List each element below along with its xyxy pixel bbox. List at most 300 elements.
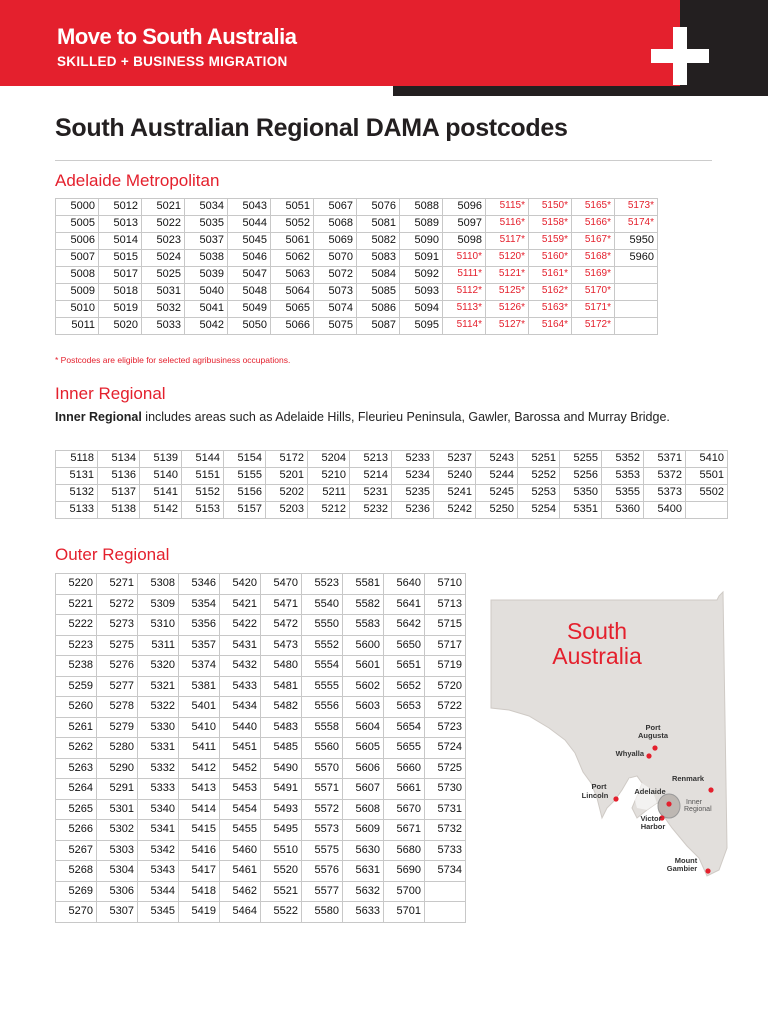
outer-postcode-cell: 5273 [97, 615, 138, 636]
inner-postcode-cell: 5232 [350, 502, 392, 519]
adelaide-postcode-cell: 5087 [357, 318, 400, 335]
adelaide-postcode-cell: 5081 [357, 216, 400, 233]
outer-postcode-cell: 5356 [179, 615, 220, 636]
adelaide-postcode-cell: 5086 [357, 301, 400, 318]
outer-postcode-cell: 5271 [97, 574, 138, 595]
adelaide-postcode-cell: 5024 [142, 250, 185, 267]
inner-postcode-cell: 5400 [644, 502, 686, 519]
mount-gambier-dot [705, 868, 710, 873]
inner-postcode-cell: 5213 [350, 451, 392, 468]
inner-postcode-cell: 5151 [182, 468, 224, 485]
outer-postcode-cell: 5422 [220, 615, 261, 636]
port-lincoln-dot [613, 796, 618, 801]
outer-postcode-cell: 5650 [384, 635, 425, 656]
adelaide-postcode-cell: 5168* [572, 250, 615, 267]
outer-postcode-cell: 5710 [425, 574, 466, 595]
adelaide-postcode-cell: 5117* [486, 233, 529, 250]
inner-postcode-cell: 5157 [224, 502, 266, 519]
adelaide-postcode-cell: 5010 [56, 301, 99, 318]
adelaide-postcode-cell: 5023 [142, 233, 185, 250]
outer-postcode-cell: 5608 [343, 799, 384, 820]
adelaide-postcode-cell: 5068 [314, 216, 357, 233]
adelaide-postcode-cell: 5171* [572, 301, 615, 318]
inner-postcode-cell: 5256 [560, 468, 602, 485]
outer-postcode-cell: 5454 [220, 799, 261, 820]
outer-postcode-cell: 5264 [56, 779, 97, 800]
outer-postcode-cell: 5521 [261, 881, 302, 902]
inner-postcode-cell: 5153 [182, 502, 224, 519]
inner-postcode-cell: 5212 [308, 502, 350, 519]
outer-postcode-cell: 5420 [220, 574, 261, 595]
adelaide-postcode-cell: 5094 [400, 301, 443, 318]
adelaide-postcode-cell: 5045 [228, 233, 271, 250]
outer-postcode-cell: 5571 [302, 779, 343, 800]
adelaide-postcode-cell: 5115* [486, 199, 529, 216]
inner-postcode-cell: 5352 [602, 451, 644, 468]
outer-postcode-cell: 5419 [179, 902, 220, 923]
adelaide-postcode-cell: 5046 [228, 250, 271, 267]
inner-postcode-cell: 5131 [56, 468, 98, 485]
outer-postcode-row [56, 881, 466, 902]
inner-postcode-cell: 5214 [350, 468, 392, 485]
adelaide-postcode-cell: 5012 [99, 199, 142, 216]
outer-postcode-cell: 5671 [384, 820, 425, 841]
outer-postcode-cell: 5462 [220, 881, 261, 902]
outer-postcode-cell: 5259 [56, 676, 97, 697]
mount-gambier-label-1: Mount [674, 856, 698, 865]
adelaide-postcode-row [56, 233, 658, 250]
inner-postcode-cell: 5233 [392, 451, 434, 468]
adelaide-postcode-cell: 5088 [400, 199, 443, 216]
outer-postcode-cell: 5333 [138, 779, 179, 800]
adelaide-postcode-cell: 5116* [486, 216, 529, 233]
adelaide-postcode-cell: 5040 [185, 284, 228, 301]
outer-postcode-cell: 5223 [56, 635, 97, 656]
adelaide-postcode-cell: 5089 [400, 216, 443, 233]
whyalla-dot [646, 753, 651, 758]
outer-postcode-cell: 5322 [138, 697, 179, 718]
outer-postcode-cell: 5418 [179, 881, 220, 902]
outer-postcode-cell: 5583 [343, 615, 384, 636]
outer-postcode-cell: 5275 [97, 635, 138, 656]
adelaide-postcode-cell: 5008 [56, 267, 99, 284]
outer-postcode-cell: 5220 [56, 574, 97, 595]
inner-postcode-cell: 5253 [518, 485, 560, 502]
adelaide-postcode-row [56, 267, 658, 284]
outer-postcode-cell: 5605 [343, 738, 384, 759]
outer-postcode-cell: 5434 [220, 697, 261, 718]
adelaide-postcode-cell: 5085 [357, 284, 400, 301]
outer-postcode-cell: 5582 [343, 594, 384, 615]
adelaide-postcode-cell: 5098 [443, 233, 486, 250]
adelaide-postcode-cell: 5017 [99, 267, 142, 284]
adelaide-postcode-cell: 5164* [529, 318, 572, 335]
outer-postcode-row [56, 717, 466, 738]
outer-postcode-cell: 5580 [302, 902, 343, 923]
outer-postcode-cell: 5670 [384, 799, 425, 820]
outer-postcode-cell: 5461 [220, 861, 261, 882]
adelaide-postcode-cell: 5167* [572, 233, 615, 250]
adelaide-postcode-cell: 5022 [142, 216, 185, 233]
outer-postcode-cell: 5723 [425, 717, 466, 738]
inner-postcode-cell: 5355 [602, 485, 644, 502]
outer-postcode-cell: 5464 [220, 902, 261, 923]
outer-postcode-row [56, 840, 466, 861]
outer-postcode-cell: 5311 [138, 635, 179, 656]
inner-postcode-cell: 5244 [476, 468, 518, 485]
outer-postcode-cell: 5263 [56, 758, 97, 779]
outer-postcode-cell: 5555 [302, 676, 343, 697]
adelaide-postcode-row [56, 301, 658, 318]
adelaide-postcode-cell: 5113* [443, 301, 486, 318]
inner-postcode-cell: 5250 [476, 502, 518, 519]
inner-postcode-cell: 5144 [182, 451, 224, 468]
outer-postcode-cell: 5680 [384, 840, 425, 861]
adelaide-postcode-cell: 5063 [271, 267, 314, 284]
adelaide-postcode-cell: 5159* [529, 233, 572, 250]
adelaide-postcode-cell: 5150* [529, 199, 572, 216]
outer-postcode-cell: 5523 [302, 574, 343, 595]
adelaide-postcode-cell: 5169* [572, 267, 615, 284]
outer-postcode-cell: 5631 [343, 861, 384, 882]
adelaide-postcode-cell: 5174* [615, 216, 658, 233]
outer-postcode-cell: 5572 [302, 799, 343, 820]
adelaide-postcode-row [56, 199, 658, 216]
mount-gambier-label-2: Gambier [666, 864, 698, 873]
outer-postcode-cell: 5733 [425, 840, 466, 861]
outer-postcode-cell: 5480 [261, 656, 302, 677]
outer-postcode-cell: 5269 [56, 881, 97, 902]
adelaide-postcode-cell: 5173* [615, 199, 658, 216]
outer-postcode-row [56, 615, 466, 636]
inner-postcode-cell: 5231 [350, 485, 392, 502]
inner-postcode-cell: 5210 [308, 468, 350, 485]
outer-postcode-cell: 5267 [56, 840, 97, 861]
outer-postcode-cell: 5451 [220, 738, 261, 759]
outer-postcode-cell: 5603 [343, 697, 384, 718]
victor-harbor-label-2: Harbor [640, 822, 666, 831]
adelaide-postcode-cell: 5014 [99, 233, 142, 250]
outer-postcode-cell: 5340 [138, 799, 179, 820]
outer-postcode-row [56, 902, 466, 923]
outer-postcode-cell: 5652 [384, 676, 425, 697]
outer-postcode-cell: 5632 [343, 881, 384, 902]
outer-postcode-cell: 5421 [220, 594, 261, 615]
adelaide-postcode-cell: 5069 [314, 233, 357, 250]
outer-postcode-row [56, 574, 466, 595]
inner-postcode-cell: 5136 [98, 468, 140, 485]
outer-postcode-cell: 5730 [425, 779, 466, 800]
banner-black-strip [393, 86, 768, 96]
outer-postcode-cell [425, 902, 466, 923]
outer-postcode-cell: 5495 [261, 820, 302, 841]
inner-postcode-cell: 5251 [518, 451, 560, 468]
outer-postcode-cell: 5310 [138, 615, 179, 636]
adelaide-postcode-cell: 5047 [228, 267, 271, 284]
adelaide-postcode-cell: 5013 [99, 216, 142, 233]
outer-postcode-cell: 5460 [220, 840, 261, 861]
victor-harbor-label-1: Victor [640, 814, 662, 823]
outer-postcode-cell: 5556 [302, 697, 343, 718]
outer-postcode-cell: 5640 [384, 574, 425, 595]
adelaide-postcode-cell: 5006 [56, 233, 99, 250]
outer-postcode-cell: 5261 [56, 717, 97, 738]
adelaide-postcode-cell: 5041 [185, 301, 228, 318]
outer-postcode-cell: 5262 [56, 738, 97, 759]
adelaide-postcode-cell: 5031 [142, 284, 185, 301]
adelaide-postcode-cell: 5009 [56, 284, 99, 301]
adelaide-postcode-cell: 5070 [314, 250, 357, 267]
adelaide-postcode-cell: 5083 [357, 250, 400, 267]
outer-postcode-cell: 5520 [261, 861, 302, 882]
adelaide-postcode-cell: 5066 [271, 318, 314, 335]
outer-postcode-cell: 5291 [97, 779, 138, 800]
outer-postcode-cell: 5266 [56, 820, 97, 841]
adelaide-postcode-cell: 5038 [185, 250, 228, 267]
inner-postcode-row [56, 451, 728, 468]
inner-postcode-cell: 5237 [434, 451, 476, 468]
outer-postcode-cell: 5715 [425, 615, 466, 636]
outer-postcode-cell: 5452 [220, 758, 261, 779]
inner-postcode-cell: 5141 [140, 485, 182, 502]
inner-postcode-row [56, 502, 728, 519]
outer-postcode-row [56, 820, 466, 841]
outer-postcode-cell: 5222 [56, 615, 97, 636]
outer-postcode-cell: 5491 [261, 779, 302, 800]
outer-postcode-cell: 5238 [56, 656, 97, 677]
adelaide-postcode-cell: 5110* [443, 250, 486, 267]
inner-postcode-cell: 5154 [224, 451, 266, 468]
outer-postcode-cell: 5630 [343, 840, 384, 861]
outer-postcode-cell: 5653 [384, 697, 425, 718]
outer-postcode-cell: 5260 [56, 697, 97, 718]
south-australia-map [487, 578, 768, 878]
title-divider [55, 160, 712, 161]
outer-postcode-cell: 5309 [138, 594, 179, 615]
adelaide-postcode-cell: 5126* [486, 301, 529, 318]
outer-postcode-cell: 5432 [220, 656, 261, 677]
inner-postcode-row [56, 485, 728, 502]
outer-postcode-cell: 5607 [343, 779, 384, 800]
outer-postcode-cell: 5570 [302, 758, 343, 779]
adelaide-postcode-cell: 5020 [99, 318, 142, 335]
adelaide-postcode-table [55, 198, 658, 335]
inner-postcode-cell: 5156 [224, 485, 266, 502]
adelaide-postcode-cell [615, 318, 658, 335]
inner-postcode-cell: 5242 [434, 502, 476, 519]
adelaide-postcode-cell: 5120* [486, 250, 529, 267]
outer-postcode-cell: 5576 [302, 861, 343, 882]
inner-postcode-cell: 5234 [392, 468, 434, 485]
outer-postcode-cell: 5277 [97, 676, 138, 697]
inner-postcode-cell: 5142 [140, 502, 182, 519]
page-title: South Australian Regional DAMA postcodes [55, 114, 568, 142]
outer-postcode-cell: 5701 [384, 902, 425, 923]
inner-regional-label-2: Regional [684, 806, 712, 813]
outer-postcode-cell: 5280 [97, 738, 138, 759]
outer-postcode-cell: 5717 [425, 635, 466, 656]
adelaide-postcode-cell: 5032 [142, 301, 185, 318]
adelaide-postcode-cell: 5093 [400, 284, 443, 301]
inner-postcode-cell: 5410 [686, 451, 728, 468]
inner-postcode-cell: 5371 [644, 451, 686, 468]
outer-postcode-row [56, 656, 466, 677]
outer-postcode-cell: 5341 [138, 820, 179, 841]
adelaide-postcode-cell: 5073 [314, 284, 357, 301]
header-banner [0, 0, 768, 96]
outer-postcode-cell: 5344 [138, 881, 179, 902]
outer-postcode-cell: 5601 [343, 656, 384, 677]
inner-postcode-cell: 5501 [686, 468, 728, 485]
inner-postcode-cell: 5351 [560, 502, 602, 519]
inner-postcode-cell: 5360 [602, 502, 644, 519]
outer-postcode-cell: 5413 [179, 779, 220, 800]
adelaide-postcode-cell: 5075 [314, 318, 357, 335]
inner-postcode-cell: 5132 [56, 485, 98, 502]
outer-postcode-cell: 5661 [384, 779, 425, 800]
outer-postcode-cell: 5606 [343, 758, 384, 779]
inner-regional-label-1: Inner [686, 799, 702, 806]
adelaide-postcode-cell: 5160* [529, 250, 572, 267]
outer-postcode-cell: 5558 [302, 717, 343, 738]
renmark-label: Renmark [671, 774, 705, 783]
inner-postcode-cell: 5372 [644, 468, 686, 485]
adelaide-postcode-cell: 5166* [572, 216, 615, 233]
outer-postcode-cell: 5453 [220, 779, 261, 800]
outer-postcode-cell: 5433 [220, 676, 261, 697]
adelaide-postcode-cell: 5112* [443, 284, 486, 301]
inner-postcode-cell: 5140 [140, 468, 182, 485]
outer-postcode-cell: 5307 [97, 902, 138, 923]
outer-postcode-cell: 5270 [56, 902, 97, 923]
outer-postcode-cell: 5641 [384, 594, 425, 615]
adelaide-postcode-cell: 5121* [486, 267, 529, 284]
outer-postcode-cell: 5301 [97, 799, 138, 820]
inner-postcode-cell: 5254 [518, 502, 560, 519]
outer-postcode-cell: 5278 [97, 697, 138, 718]
adelaide-postcode-cell: 5042 [185, 318, 228, 335]
outer-postcode-cell: 5655 [384, 738, 425, 759]
inner-postcode-cell: 5236 [392, 502, 434, 519]
adelaide-postcode-cell: 5072 [314, 267, 357, 284]
adelaide-postcode-cell: 5172* [572, 318, 615, 335]
outer-postcode-cell: 5331 [138, 738, 179, 759]
outer-postcode-cell: 5472 [261, 615, 302, 636]
adelaide-postcode-cell: 5033 [142, 318, 185, 335]
adelaide-postcode-cell: 5074 [314, 301, 357, 318]
outer-postcode-row [56, 779, 466, 800]
adelaide-postcode-cell: 5091 [400, 250, 443, 267]
adelaide-postcode-cell: 5162* [529, 284, 572, 301]
inner-postcode-cell: 5202 [266, 485, 308, 502]
port-augusta-label-1: Port [645, 723, 661, 732]
inner-postcode-cell: 5255 [560, 451, 602, 468]
outer-postcode-cell: 5342 [138, 840, 179, 861]
outer-postcode-cell: 5473 [261, 635, 302, 656]
outer-postcode-cell: 5303 [97, 840, 138, 861]
outer-postcode-cell: 5690 [384, 861, 425, 882]
inner-postcode-cell: 5243 [476, 451, 518, 468]
adelaide-postcode-cell: 5161* [529, 267, 572, 284]
outer-postcode-cell: 5374 [179, 656, 220, 677]
outer-postcode-cell: 5354 [179, 594, 220, 615]
inner-postcode-cell: 5353 [602, 468, 644, 485]
adelaide-postcode-cell: 5950 [615, 233, 658, 250]
port-augusta-label-2: Augusta [638, 731, 668, 740]
adelaide-postcode-cell: 5007 [56, 250, 99, 267]
outer-postcode-cell: 5381 [179, 676, 220, 697]
outer-postcode-row [56, 594, 466, 615]
outer-postcode-cell: 5732 [425, 820, 466, 841]
adelaide-postcode-cell: 5082 [357, 233, 400, 250]
adelaide-postcode-row [56, 250, 658, 267]
adelaide-postcode-cell: 5084 [357, 267, 400, 284]
outer-postcode-cell: 5660 [384, 758, 425, 779]
adelaide-postcode-cell: 5158* [529, 216, 572, 233]
outer-postcode-cell: 5720 [425, 676, 466, 697]
outer-postcode-cell: 5221 [56, 594, 97, 615]
outer-postcode-cell: 5604 [343, 717, 384, 738]
adelaide-postcode-cell: 5165* [572, 199, 615, 216]
adelaide-postcode-cell: 5114* [443, 318, 486, 335]
outer-postcode-cell: 5268 [56, 861, 97, 882]
adelaide-postcode-cell: 5163* [529, 301, 572, 318]
outer-postcode-cell: 5470 [261, 574, 302, 595]
outer-postcode-cell: 5573 [302, 820, 343, 841]
inner-postcode-cell: 5373 [644, 485, 686, 502]
outer-postcode-cell: 5700 [384, 881, 425, 902]
inner-postcode-row [56, 468, 728, 485]
map-title-line1: South [566, 618, 628, 644]
adelaide-postcode-row [56, 216, 658, 233]
outer-postcode-cell: 5410 [179, 717, 220, 738]
outer-postcode-row [56, 799, 466, 820]
outer-postcode-cell: 5731 [425, 799, 466, 820]
inner-postcode-cell: 5241 [434, 485, 476, 502]
outer-postcode-cell: 5633 [343, 902, 384, 923]
outer-postcode-table [55, 573, 466, 923]
outer-postcode-cell: 5490 [261, 758, 302, 779]
adelaide-postcode-cell [615, 301, 658, 318]
outer-postcode-cell: 5481 [261, 676, 302, 697]
adelaide-postcode-cell: 5018 [99, 284, 142, 301]
adelaide-postcode-cell: 5051 [271, 199, 314, 216]
inner-postcode-cell: 5350 [560, 485, 602, 502]
outer-postcode-cell: 5485 [261, 738, 302, 759]
brand-title[interactable]: Move to South Australia [57, 24, 297, 49]
outer-postcode-cell [425, 881, 466, 902]
outer-postcode-cell: 5290 [97, 758, 138, 779]
outer-postcode-cell: 5330 [138, 717, 179, 738]
outer-postcode-cell: 5455 [220, 820, 261, 841]
intro-bold: Inner Regional [55, 410, 142, 424]
outer-postcode-cell: 5440 [220, 717, 261, 738]
inner-postcode-cell: 5201 [266, 468, 308, 485]
outer-postcode-cell: 5651 [384, 656, 425, 677]
outer-postcode-cell: 5602 [343, 676, 384, 697]
outer-postcode-cell: 5308 [138, 574, 179, 595]
outer-postcode-cell: 5493 [261, 799, 302, 820]
inner-postcode-cell: 5502 [686, 485, 728, 502]
whyalla-label: Whyalla [615, 749, 644, 758]
adelaide-postcode-cell: 5090 [400, 233, 443, 250]
outer-postcode-cell: 5600 [343, 635, 384, 656]
inner-postcode-cell: 5211 [308, 485, 350, 502]
agribusiness-footnote: * Postcodes are eligible for selected agribusiness occupations. [55, 355, 291, 365]
outer-postcode-cell: 5415 [179, 820, 220, 841]
outer-postcode-cell: 5302 [97, 820, 138, 841]
adelaide-postcode-cell: 5096 [443, 199, 486, 216]
